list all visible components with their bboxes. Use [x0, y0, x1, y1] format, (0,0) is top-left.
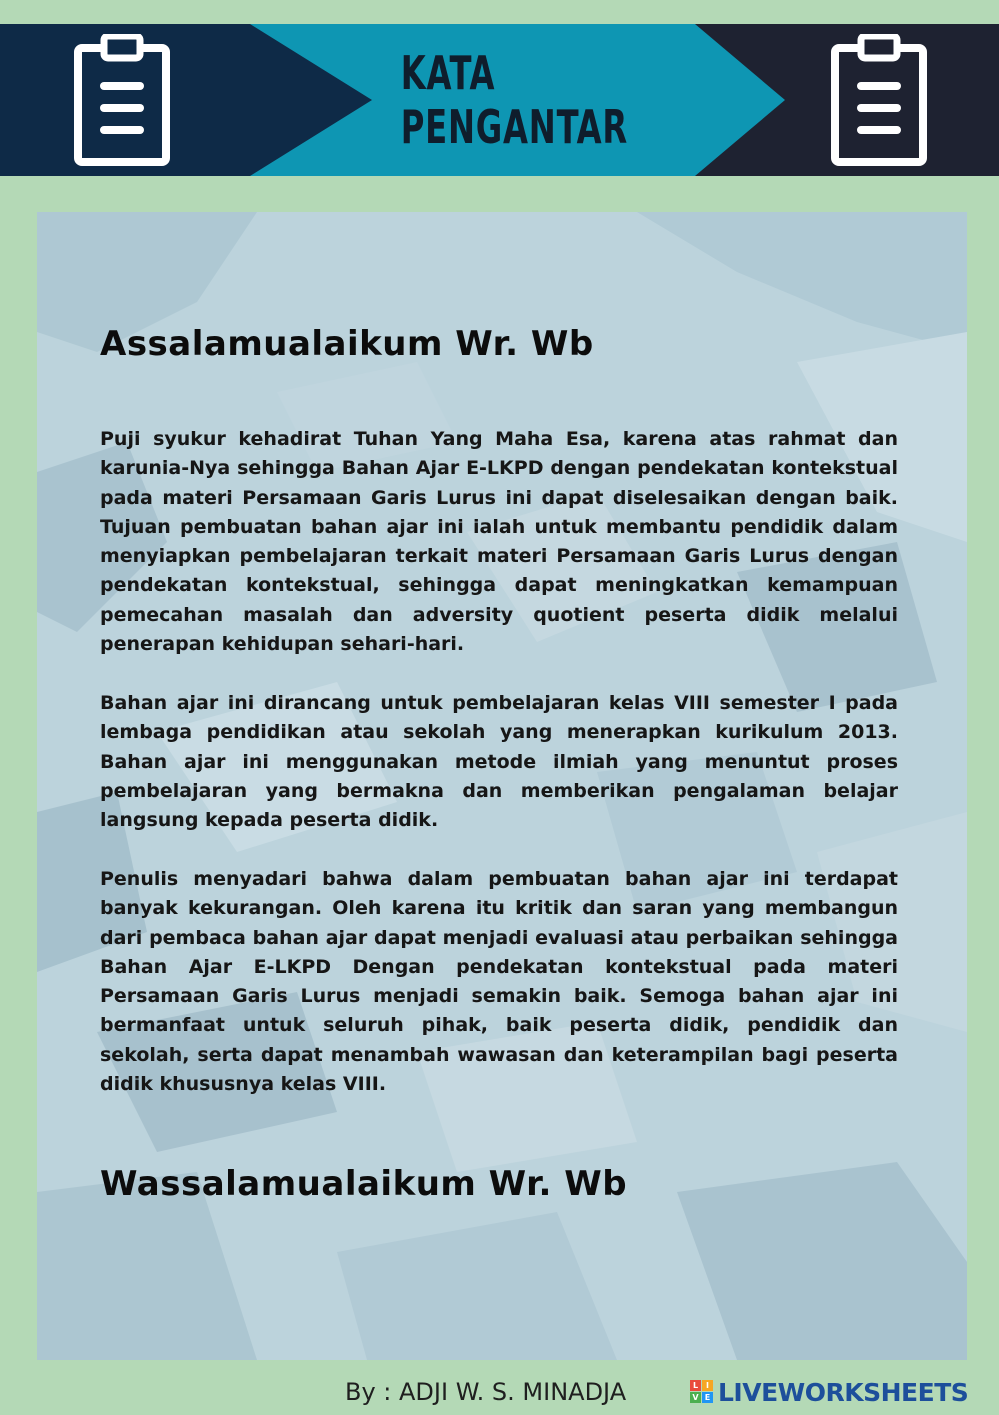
header-banner [0, 24, 999, 176]
author-credit: By : ADJI W. S. MINADJA [345, 1378, 627, 1406]
opening-greeting: Assalamualaikum Wr. Wb [100, 324, 594, 364]
brand-name: LIVEWORKSHEETS [718, 1377, 969, 1407]
liveworksheets-brand[interactable] [690, 1376, 968, 1408]
liveworksheets-logo-icon [690, 1380, 714, 1404]
paragraph-2: Bahan ajar ini dirancang untuk pembelajaran kelas VIII semester I pada lembaga pendidikan atau sekolah yang menerapkan kurikulum 2013. Bahan ajar ini menggunakan metode ilmiah yang menuntut proses pembelajaran yang bermakna dan memberikan pengalaman belajar langsung kepada peserta didik. [100, 692, 898, 832]
paragraph-1: Puji syukur kehadirat Tuhan Yang Maha Esa, karena atas rahmat dan karunia-Nya sehingga Bahan Ajar E-LKPD dengan pendekatan kontekstual pada materi Persamaan Garis Lurus ini dapat diselesaikan dengan baik. Tujuan pembuatan bahan ajar ini ialah untuk membantu pendidik dalam menyiapkan pembelajaran terkait materi Persamaan Garis Lurus dengan pendekatan kontekstual, sehingga dapat meningkatkan kemampuan pemecahan masalah dan adversity quotient peserta didik melalui penerapan kehidupan sehari-hari. [100, 428, 898, 656]
page-title: KATA PENGANTAR [400, 46, 629, 154]
closing-greeting: Wassalamualaikum Wr. Wb [100, 1164, 628, 1204]
letter-panel [37, 212, 967, 1360]
logo-tile-i: I [702, 1380, 713, 1391]
logo-tile-v: V [690, 1392, 701, 1403]
logo-tile-l: L [690, 1380, 701, 1391]
paragraph-3: Penulis menyadari bahwa dalam pembuatan bahan ajar ini terdapat banyak kekurangan. Oleh karena itu kritik dan saran yang membangun dari pembaca bahan ajar dapat menjadi evaluasi atau perbaikan sehingga Bahan Ajar E-LKPD Dengan pendekatan kontekstual pada materi Persamaan Garis Lurus menjadi semakin baik. Semoga bahan ajar ini bermanfaat untuk seluruh pihak, baik peserta didik, pendidik dan sekolah, serta dapat menambah wawasan dan keterampilan bagi peserta didik khususnya kelas VIII. [100, 868, 898, 1096]
logo-tile-e: E [702, 1392, 713, 1403]
